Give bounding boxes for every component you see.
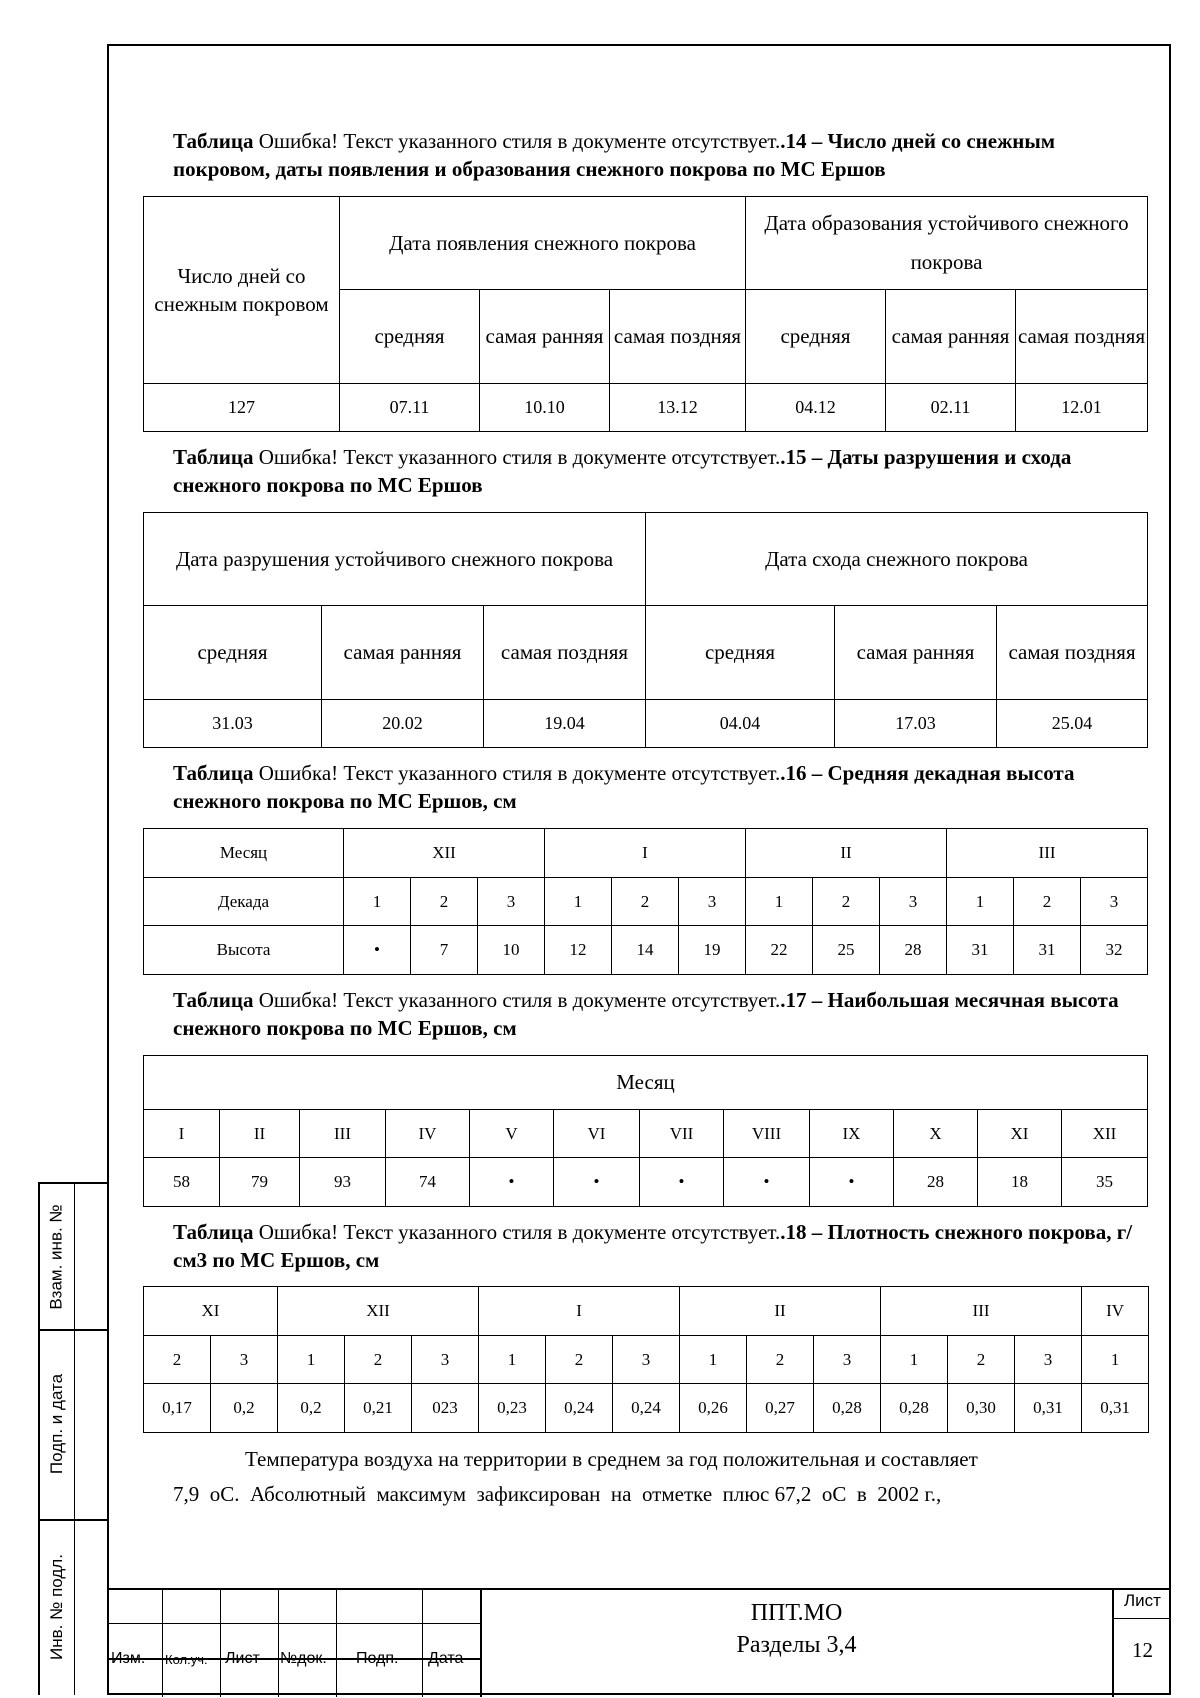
header-melt: Дата схода снежного покрова [646, 513, 1148, 606]
decade-cell: 3 [679, 878, 746, 926]
header-destruction: Дата разрушения устойчивого снежного покрова [144, 513, 646, 606]
subheader: самая поздняя [484, 606, 646, 699]
value-cell: • [810, 1158, 894, 1207]
value-cell: 28 [894, 1158, 978, 1207]
decade-cell: 3 [211, 1336, 278, 1384]
value-cell: 74 [386, 1158, 470, 1207]
month-cell: I [144, 1110, 220, 1158]
month-cell: XII [1062, 1110, 1148, 1158]
document-code: ППТ.МО [750, 1600, 843, 1626]
value-cell: • [724, 1158, 810, 1207]
table-cell: 19.04 [484, 699, 646, 747]
subheader: средняя [144, 606, 322, 699]
table-cell: 31.03 [144, 699, 322, 747]
value-cell: 0,31 [1082, 1384, 1149, 1433]
table-cell: 20.02 [322, 699, 484, 747]
value-cell: 58 [144, 1158, 220, 1207]
table-row [144, 699, 1148, 747]
height-cell: 28 [880, 926, 947, 975]
month-cell: XI [144, 1287, 278, 1336]
decade-cell: 1 [278, 1336, 345, 1384]
decade-cell: 1 [947, 878, 1014, 926]
value-cell: 0,26 [680, 1384, 747, 1433]
value-cell: 0,23 [479, 1384, 546, 1433]
decade-cell: 3 [1081, 878, 1148, 926]
stamp-label-data: Дата [428, 1650, 464, 1667]
subheader: самая ранняя [322, 606, 484, 699]
table-cell: 04.12 [746, 383, 886, 431]
value-cell: 0,31 [1015, 1384, 1082, 1433]
value-cell: 0,2 [211, 1384, 278, 1433]
month-cell: II [746, 829, 947, 878]
subheader: самая поздняя [997, 606, 1148, 699]
subheader: самая ранняя [480, 290, 610, 383]
table-14 [143, 196, 1148, 432]
month-cell: VIII [724, 1110, 810, 1158]
side-margin-block [38, 1182, 107, 1695]
value-cell: • [554, 1158, 640, 1207]
month-cell: X [894, 1110, 978, 1158]
height-cell: 31 [947, 926, 1014, 975]
table-cell: 02.11 [886, 383, 1016, 431]
decade-cell: 1 [479, 1336, 546, 1384]
month-cell: III [881, 1287, 1082, 1336]
height-cell: 12 [545, 926, 612, 975]
stamp-label-ndok: №док. [280, 1650, 327, 1667]
month-cell: VI [554, 1110, 640, 1158]
value-cell: 0,28 [881, 1384, 948, 1433]
sheet-number: 12 [1132, 1638, 1153, 1662]
height-cell: 31 [1014, 926, 1081, 975]
height-cell: 10 [478, 926, 545, 975]
decade-cell: 1 [344, 878, 411, 926]
paragraph-line-2: 7,9 оС. Абсолютный максимум зафиксирован на отметке плюс 67,2 оС в 2002 г., [173, 1482, 942, 1506]
subheader: самая поздняя [1016, 290, 1148, 383]
month-cell: III [300, 1110, 386, 1158]
stamp-label-list: Лист [225, 1650, 260, 1667]
value-cell: • [470, 1158, 554, 1207]
header-month: Месяц [144, 1056, 1148, 1110]
month-cell: V [470, 1110, 554, 1158]
height-cell: • [344, 926, 411, 975]
sheet-label: Лист [1124, 1591, 1161, 1610]
value-cell: 0,2 [278, 1384, 345, 1433]
table-cell: 04.04 [646, 699, 835, 747]
subheader: средняя [340, 290, 480, 383]
decade-cell: 2 [1014, 878, 1081, 926]
table-14-caption: Таблица Ошибка! Текст указанного стиля в документе отсутствует..14 – Число дней со снежным покровом, даты появления и образования снежного покрова по МС Ершов [173, 129, 1056, 181]
value-cell: 0,21 [345, 1384, 412, 1433]
table-cell: 12.01 [1016, 383, 1148, 431]
decade-cell: 2 [546, 1336, 613, 1384]
value-cell: 35 [1062, 1158, 1148, 1207]
row-label-height: Высота [144, 926, 344, 975]
month-cell: XII [278, 1287, 479, 1336]
height-cell: 19 [679, 926, 746, 975]
decade-cell: 3 [478, 878, 545, 926]
month-cell: VII [640, 1110, 724, 1158]
value-cell: 0,27 [747, 1384, 814, 1433]
value-cell: 79 [220, 1158, 300, 1207]
decade-cell: 1 [881, 1336, 948, 1384]
decade-cell: 1 [680, 1336, 747, 1384]
table-15-caption: Таблица Ошибка! Текст указанного стиля в документе отсутствует..15 – Даты разрушения и схода снежного покрова по МС Ершов [173, 445, 1072, 497]
decade-cell: 3 [613, 1336, 680, 1384]
value-cell: 18 [978, 1158, 1062, 1207]
table-18-caption: Таблица Ошибка! Текст указанного стиля в документе отсутствует..18 – Плотность снежного покрова, г/см3 по МС Ершов, см [173, 1220, 1133, 1272]
value-cell: 0,28 [814, 1384, 881, 1433]
decade-cell: 3 [880, 878, 947, 926]
month-cell: IV [1082, 1287, 1149, 1336]
month-cell: II [680, 1287, 881, 1336]
header-appear: Дата появления снежного покрова [340, 197, 746, 290]
decade-cell: 2 [612, 878, 679, 926]
decade-cell: 2 [813, 878, 880, 926]
stamp-label-izm: Изм. [111, 1650, 146, 1667]
subheader: средняя [646, 606, 835, 699]
decade-cell: 2 [948, 1336, 1015, 1384]
month-cell: XI [978, 1110, 1062, 1158]
height-cell: 25 [813, 926, 880, 975]
month-cell: III [947, 829, 1148, 878]
table-row [144, 383, 1148, 431]
decade-cell: 3 [412, 1336, 479, 1384]
side-label-vzam-inv: Взам. инв. № [47, 1203, 67, 1310]
value-cell: • [640, 1158, 724, 1207]
month-cell: XII [344, 829, 545, 878]
month-cell: I [545, 829, 746, 878]
decade-cell: 3 [1015, 1336, 1082, 1384]
value-cell: 023 [412, 1384, 479, 1433]
table-cell: 25.04 [997, 699, 1148, 747]
header-form: Дата образования устойчивого снежного покрова [746, 197, 1148, 290]
decade-cell: 1 [746, 878, 813, 926]
table-cell: 13.12 [610, 383, 746, 431]
height-cell: 7 [411, 926, 478, 975]
paragraph-line-1: Температура воздуха на территории в среднем за год положительная и составляет [245, 1447, 978, 1471]
row-label-month: Месяц [144, 829, 344, 878]
header-days: Число дней со снежным покровом [144, 197, 340, 384]
decade-cell: 3 [814, 1336, 881, 1384]
side-label-inv-podl: Инв. № подл. [47, 1554, 66, 1660]
side-label-podp-data: Подп. и дата [47, 1373, 67, 1475]
decade-cell: 1 [1082, 1336, 1149, 1384]
subheader: средняя [746, 290, 886, 383]
subheader: самая ранняя [886, 290, 1016, 383]
subheader: самая ранняя [835, 606, 997, 699]
row-label-decade: Декада [144, 878, 344, 926]
value-cell: 0,24 [613, 1384, 680, 1433]
value-cell: 0,24 [546, 1384, 613, 1433]
document-title: Разделы 3,4 [736, 1632, 857, 1658]
month-cell: I [479, 1287, 680, 1336]
month-cell: IV [386, 1110, 470, 1158]
decade-cell: 2 [345, 1336, 412, 1384]
subheader: самая поздняя [610, 290, 746, 383]
value-cell: 0,17 [144, 1384, 211, 1433]
height-cell: 32 [1081, 926, 1148, 975]
table-cell: 17.03 [835, 699, 997, 747]
table-cell: 07.11 [340, 383, 480, 431]
stamp-label-podp: Подп. [356, 1650, 399, 1667]
decade-cell: 1 [545, 878, 612, 926]
stamp-label-kol-uch: Кол.уч. [165, 1652, 208, 1667]
value-cell: 93 [300, 1158, 386, 1207]
month-cell: II [220, 1110, 300, 1158]
decade-cell: 2 [747, 1336, 814, 1384]
value-cell: 0,30 [948, 1384, 1015, 1433]
height-cell: 22 [746, 926, 813, 975]
table-16 [143, 828, 1148, 975]
decade-cell: 2 [411, 878, 478, 926]
height-cell: 14 [612, 926, 679, 975]
month-cell: IX [810, 1110, 894, 1158]
table-16-caption: Таблица Ошибка! Текст указанного стиля в документе отсутствует..16 – Средняя декадная высота снежного покрова по МС Ершов, см [173, 761, 1075, 813]
table-cell: 127 [144, 383, 340, 431]
table-18 [143, 1286, 1149, 1433]
table-cell: 10.10 [480, 383, 610, 431]
decade-cell: 2 [144, 1336, 211, 1384]
table-17 [143, 1055, 1148, 1207]
table-15 [143, 512, 1148, 748]
table-17-caption: Таблица Ошибка! Текст указанного стиля в документе отсутствует..17 – Наибольшая месячная высота снежного покрова по МС Ершов, см [173, 988, 1119, 1040]
